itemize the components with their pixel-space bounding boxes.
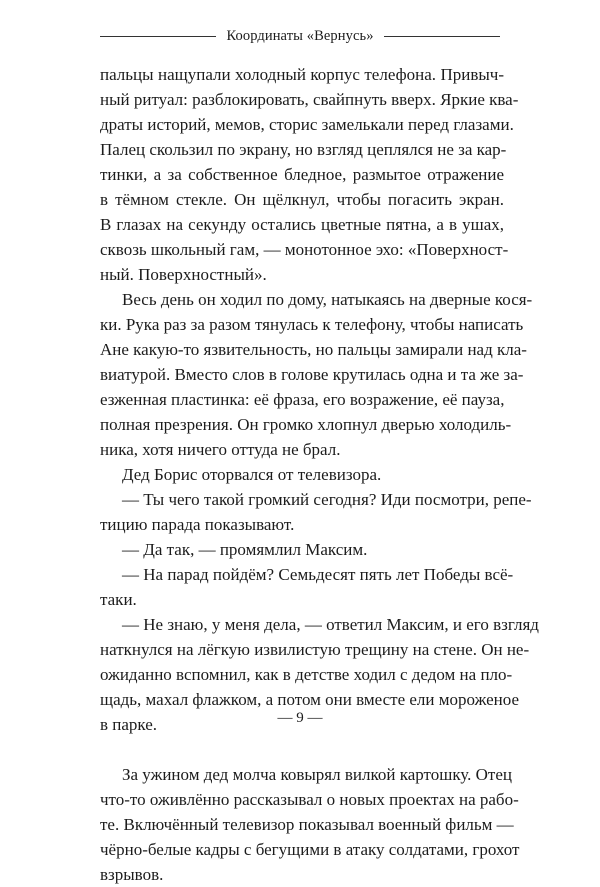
text-line: таки. bbox=[100, 590, 137, 609]
text-line: ки. Рука раз за разом тянулась к телефону, чтобы написать bbox=[100, 315, 524, 334]
body-text bbox=[100, 62, 539, 887]
text-line: щадь, махал флажком, а потом они вместе ели мороженое bbox=[100, 690, 519, 709]
text-line: Весь день он ходил по дому, натыкаясь на дверные кося- bbox=[122, 290, 533, 309]
text-line: драты историй, мемов, сторис замелькали перед глазами. bbox=[100, 115, 514, 134]
text-line: виатурой. Вместо слов в голове крутилась одна и та же за- bbox=[100, 365, 524, 384]
text-line: тицию парада показывают. bbox=[100, 515, 295, 534]
text-line: В глазах на секунду остались цветные пятна, а в ушах, bbox=[100, 215, 504, 234]
text-line: чёрно-белые кадры с бегущими в атаку солдатами, грохот bbox=[100, 840, 520, 859]
text-line: в парке. bbox=[100, 715, 158, 734]
text-line: ный ритуал: разблокировать, свайпнуть вверх. Яркие ква- bbox=[100, 90, 519, 109]
text-line: — Да так, — промямлил Максим. bbox=[122, 540, 368, 559]
text-line: взрывов. bbox=[100, 865, 164, 884]
text-line: пальцы нащупали холодный корпус телефона. Привыч- bbox=[100, 65, 504, 84]
paragraph bbox=[100, 462, 504, 487]
text-line: За ужином дед молча ковырял вилкой картошку. Отец bbox=[122, 765, 512, 784]
page-number: — 9 — bbox=[277, 710, 323, 726]
paragraph bbox=[100, 762, 520, 887]
text-line: ожиданно вспомнил, как в детстве ходил с дедом на пло- bbox=[100, 665, 513, 684]
text-line: наткнулся на лёгкую извилистую трещину на стене. Он не- bbox=[100, 640, 530, 659]
running-title: Координаты «Вернусь» bbox=[226, 28, 374, 44]
text-line: ника, хотя ничего оттуда не брал. bbox=[100, 440, 341, 459]
text-line: Палец скользил по экрану, но взгляд цеплялся не за кар- bbox=[100, 140, 507, 159]
text-line: — Не знаю, у меня дела, — ответил Максим, и его взгляд bbox=[122, 615, 539, 634]
paragraph bbox=[100, 62, 519, 287]
paragraph bbox=[100, 562, 514, 612]
text-line: тинки, а за собственное бледное, размытое отражение bbox=[100, 165, 504, 184]
text-line: полная презрения. Он громко хлопнул дверью холодиль- bbox=[100, 415, 512, 434]
text-line: в тёмном стекле. Он щёлкнул, чтобы погасить экран. bbox=[100, 190, 504, 209]
text-line: Дед Борис оторвался от телевизора. bbox=[122, 465, 382, 484]
header-rule-left bbox=[100, 36, 216, 37]
text-line: езженная пластинка: её фраза, его возражение, её пауза, bbox=[100, 390, 505, 409]
paragraph bbox=[100, 537, 504, 562]
text-line: — Ты чего такой громкий сегодня? Иди посмотри, репе- bbox=[122, 490, 532, 509]
text-line: — На парад пойдём? Семьдесят пять лет Победы всё- bbox=[122, 565, 514, 584]
header-rule-right bbox=[384, 36, 500, 37]
text-line: Ане какую-то язвительность, но пальцы замирали над кла- bbox=[100, 340, 527, 359]
paragraph bbox=[100, 287, 533, 462]
text-line: что-то оживлённо рассказывал о новых проектах на рабо- bbox=[100, 790, 519, 809]
text-line: те. Включённый телевизор показывал военный фильм — bbox=[100, 815, 514, 834]
text-line: ный. Поверхностный». bbox=[100, 265, 267, 284]
text-line: сквозь школьный гам, — монотонное эхо: «Поверхност- bbox=[100, 240, 509, 259]
paragraph bbox=[100, 487, 532, 537]
running-head bbox=[100, 28, 500, 45]
